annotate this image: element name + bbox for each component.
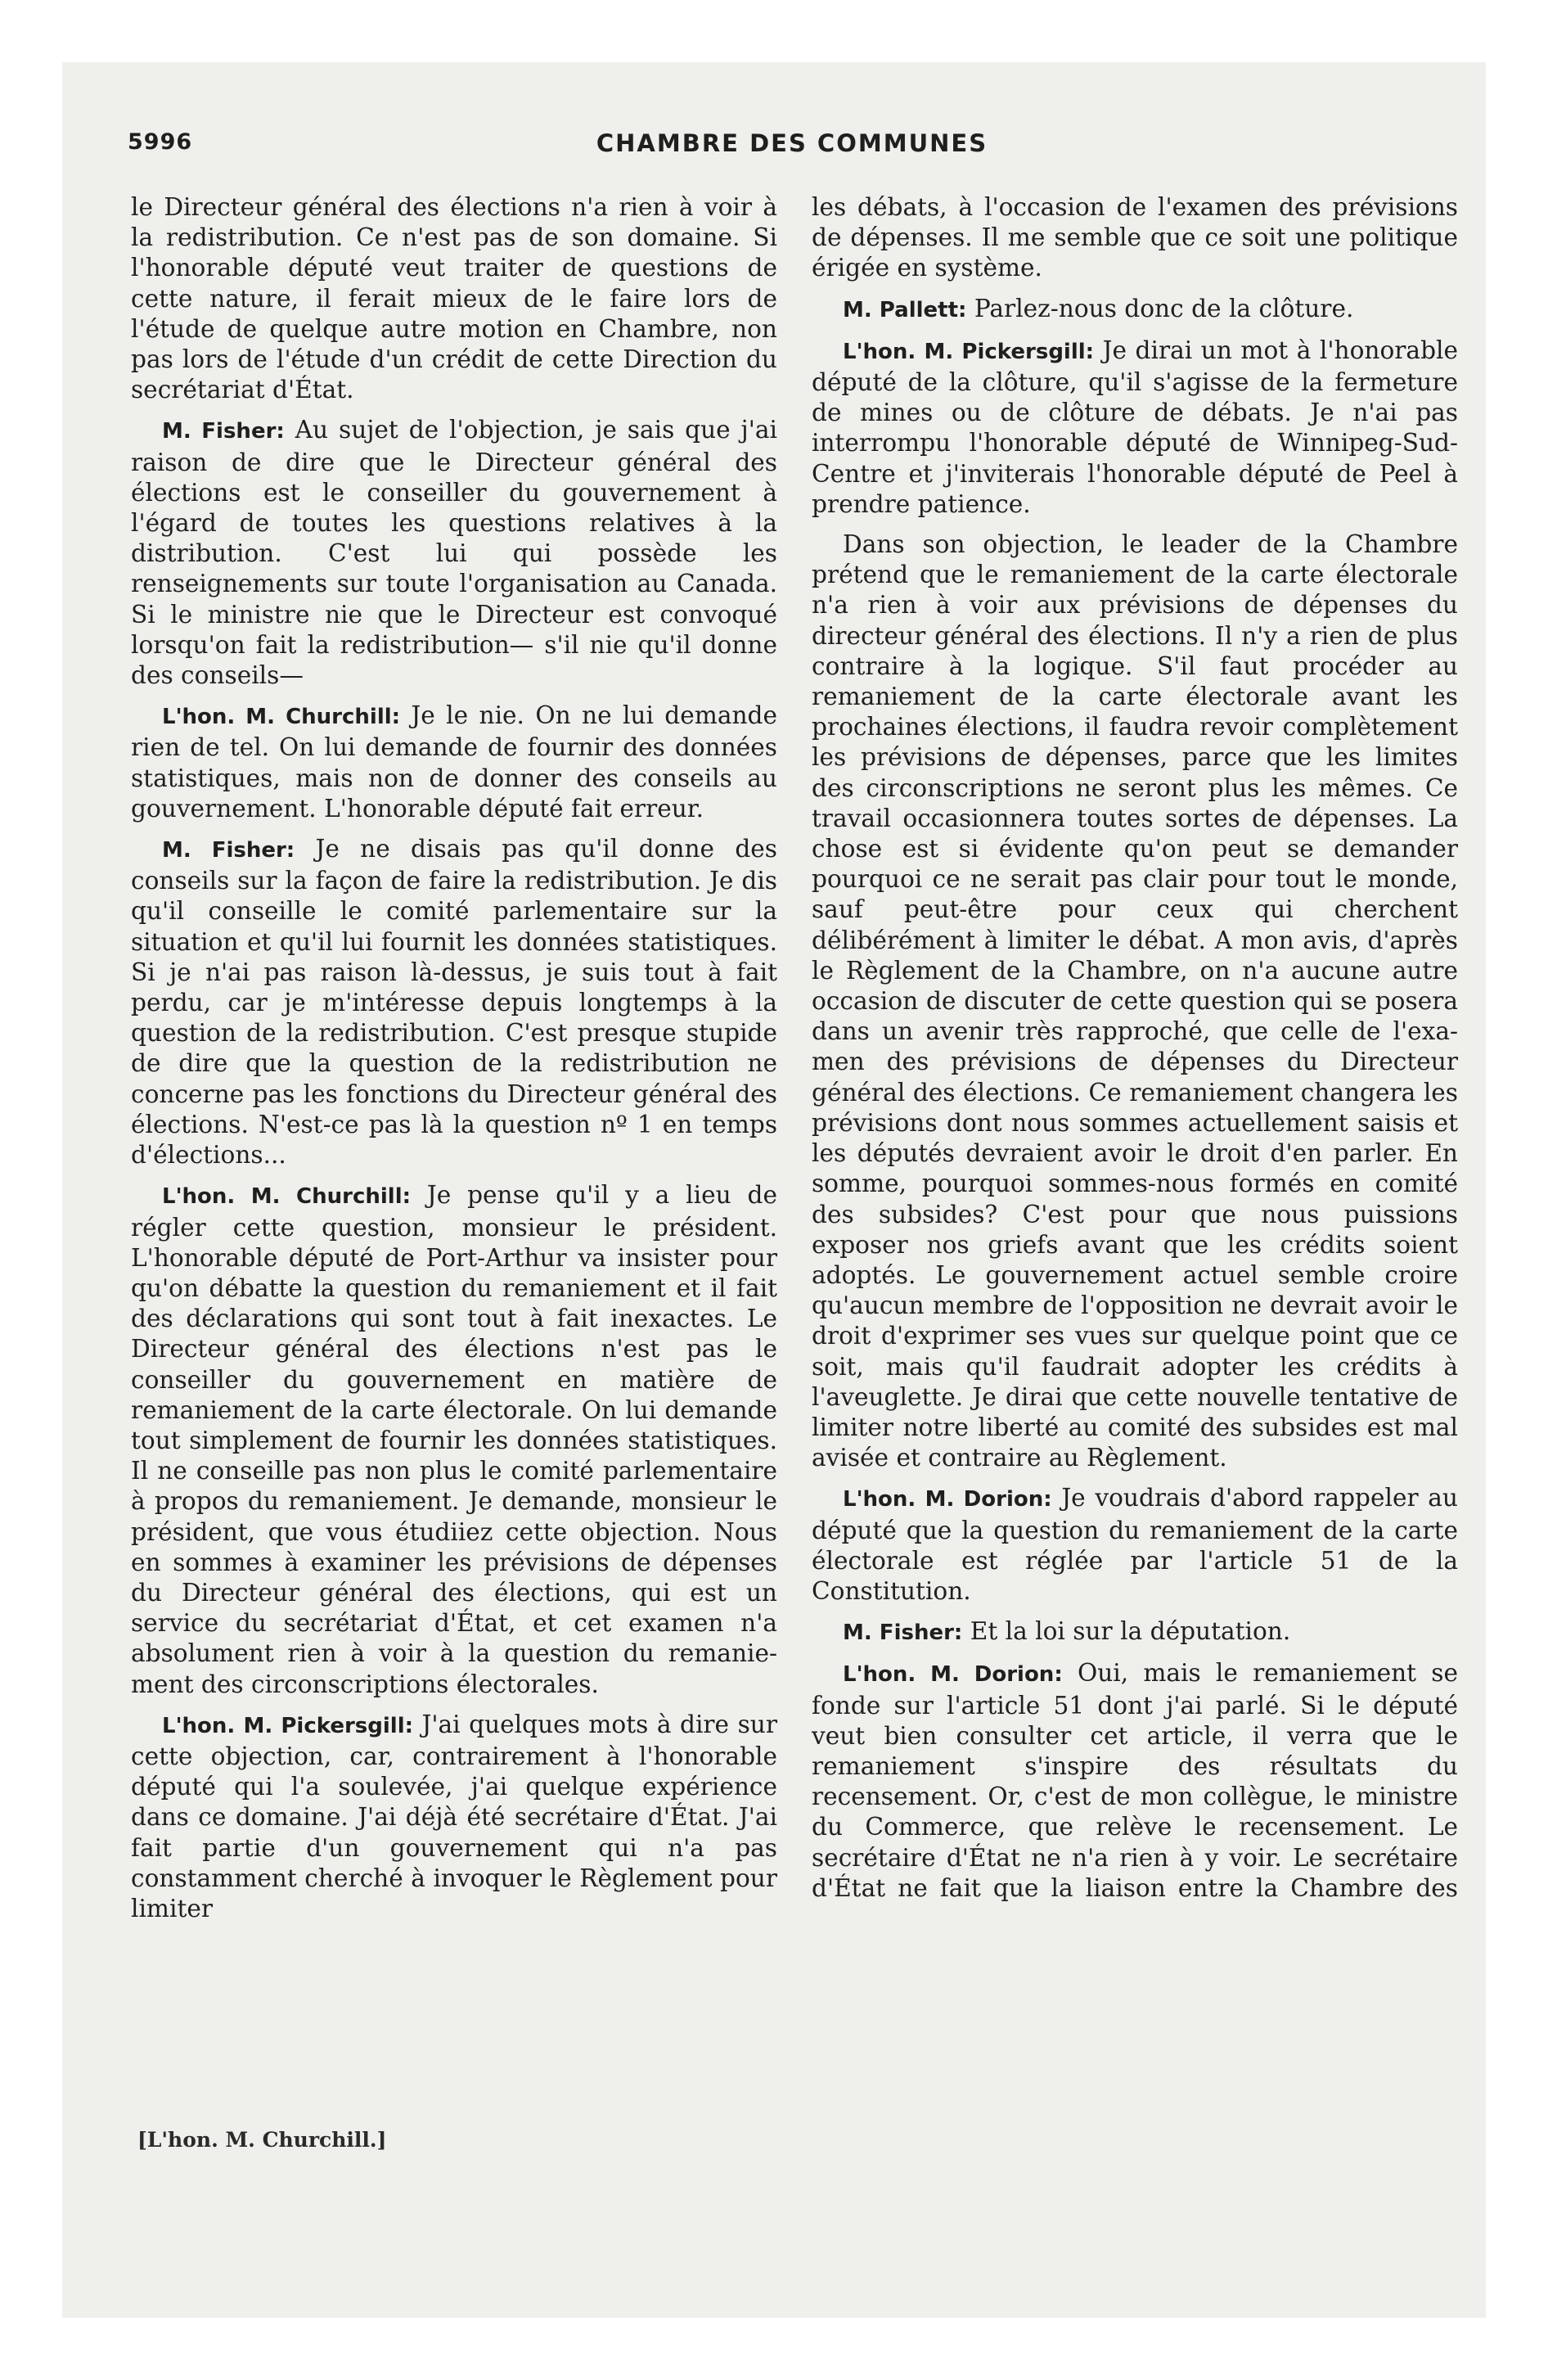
paragraph [131,701,777,824]
speaker-name: L'hon. M. Dorion: [843,1662,1063,1688]
paragraph: le Directeur général des élections n'a rien à voir à la redistribution. Ce n'est pas de son domaine. Si l'honorable député veut traiter de questions de cette nature, il ferait mieux de le faire lors de l'étude de quelque autre motion en Chambre, non pas lors de l'étude d'un crédit de cette Direction du secrétariat d'État. [131,193,777,404]
speech-text: Je dirai un mot à l'honorable député de la clôture, qu'il s'agisse de la fermeture de mines ou de clôture de débats. Je n'ai pas interrompu l'honorable député de Winnipeg-Sud-Centre et j'inviterais l'honorable député de Peel à prendre patience. [812,336,1458,518]
speaker-name: M. Fisher: [162,838,295,863]
paragraph [812,294,1458,326]
page-number: 5996 [128,129,193,155]
speaker-name: L'hon. M. Churchill: [162,1184,412,1210]
speech-text: Et la loi sur la députation. [962,1617,1291,1646]
footer-reference: [L'hon. M. Churchill.] [137,2128,387,2152]
speaker-name: L'hon. M. Dorion: [843,1487,1052,1512]
speaker-name: L'hon. M. Pickersgill: [843,339,1095,364]
page-header [121,129,1463,170]
paragraph [131,1710,777,1924]
paragraph [131,834,777,1170]
speaker-name: M. Fisher: [162,419,285,444]
paragraph [812,1616,1458,1648]
paragraph [131,1180,777,1699]
right-column [812,192,1458,1913]
speaker-name: L'hon. M. Churchill: [162,705,401,730]
paragraph [812,1658,1458,1904]
paragraph [812,336,1458,520]
speech-text: Je ne disais pas qu'il donne des conseils sur la façon de faire la redistribution. Je dis qu'il conseille le comité parlementaire sur la situation et qu'il lui fournit les données statistiques. Si je n'ai pas raison là-dessus, je suis tout à fait perdu, car je m'intéresse depuis longtemps à la question de la redistribution. C'est presque stupide de dire que la question de la redistribution ne concerne pas les fonctions du Directeur général des élections. N'est-ce pas là la question nº 1 en temps d'élections... [131,835,777,1170]
speaker-name: L'hon. M. Pickersgill: [162,1713,414,1738]
paragraph: les débats, à l'occasion de l'examen des prévisions de dépenses. Il me semble que ce soit une politique érigée en système. [812,193,1458,282]
paragraph [812,1483,1458,1607]
speech-text: Je voudrais d'abord rappeler au député que la question du remaniement de la carte électorale est réglée par l'article 51 de la Constitution. [812,1484,1458,1605]
speech-text: J'ai quelques mots à dire sur cette objection, car, contrairement à l'honorable député qui l'a soulevée, j'ai quelque expérience dans ce domaine. J'ai déjà été secrétaire d'État. J'ai fait partie d'un gouvernement qui n'a pas constamment cherché à invoquer le Règlement pour limiter [131,1710,777,1922]
paragraph [131,415,777,691]
speaker-name: M. Fisher: [843,1620,963,1646]
paragraph: Dans son objection, le leader de la Chambre prétend que le remaniement de la carte électorale n'a rien à voir aux prévisions de dépenses du directeur général des élections. Il n'y a rien de plus contraire à la logique. S'il faut procéder au remaniement de la carte électorale avant les prochaines élections, il faudra revoir complètement les prévisions de dépenses, parce que les limites des circonscriptions ne seront plus les mêmes. Ce travail occasionnera toutes sortes de dépenses. La chose est si évidente qu'on peut se demander pourquoi ce ne serait pas clair pour tout le monde, sauf peut-être pour ceux qui cherchent délibérément à limiter le débat. A mon avis, d'après le Règlement de la Chambre, on n'a aucune autre occasion de discuter de cette question qui se posera dans un avenir très rapproché, que celle de l'examen des prévisions de dépenses du Directeur général des élections. Ce remaniement changera les prévisions dont nous sommes actuellement saisis et les députés devraient avoir le droit d'en parler. En somme, pourquoi sommes-nous formés en comité des subsides? C'est pour que nous puissions exposer nos griefs avant que les crédits soient adoptés. Le gouvernement actuel semble croire qu'aucun membre de l'opposition ne devrait avoir le droit d'exprimer ses vues sur quelque point que ce soit, mais qu'il faudrait adopter les crédits à l'aveuglette. Je dirai que cette nouvelle tentative de limiter notre liberté au comité des subsides est mal avisée et contraire au Règlement. [812,530,1458,1472]
left-column [131,192,777,1934]
speech-text: Je pense qu'il y a lieu de régler cette question, monsieur le président. L'honorable député de Port-Arthur va insister pour qu'on débatte la question du remaniement et il fait des déclarations qui sont tout à fait inexactes. Le Directeur général des élections n'est pas le conseiller du gouvernement en matière de remaniement de la carte électorale. On lui demande tout simplement de fournir les données statistiques. Il ne conseille pas non plus le comité parlementaire à propos du remaniement. Je demande, monsieur le président, que vous étudiiez cette objection. Nous en sommes à examiner les prévisions de dépenses du Directeur général des élections, qui est un service du secrétariat d'État, et cet examen n'a absolument rien à voir à la question du remaniement des circonscriptions électorales. [131,1181,777,1698]
speech-text: Je le nie. On ne lui demande rien de tel. On lui demande de fournir des données statistiques, mais non de donner des conseils au gouvernement. L'honorable député fait erreur. [131,701,777,823]
running-title: CHAMBRE DES COMMUNES [596,129,988,157]
speech-text: Oui, mais le remaniement se fonde sur l'article 51 dont j'ai parlé. Si le député veut bien consulter cet article, il verra que le remaniement s'inspire des résultats du recensement. Or, c'est de mon collègue, le ministre du Commerce, que relève le recensement. Le secrétaire d'État ne n'a rien à y voir. Le secrétaire d'État ne fait que la liaison entre la Chambre des [812,1659,1458,1902]
speech-text: Parlez-nous donc de la clôture. [966,294,1354,322]
speech-text: Au sujet de l'objection, je sais que j'ai raison de dire que le Directeur général des élections est le conseiller du gouvernement à l'égard de toutes les questions relatives à la distribution. C'est lui qui possède les renseignements sur toute l'organisation au Canada. Si le ministre nie que le Directeur est convoqué lorsqu'on fait la redistribution— s'il nie qu'il donne des conseils— [131,416,777,690]
speaker-name: M. Pallett: [843,297,967,322]
